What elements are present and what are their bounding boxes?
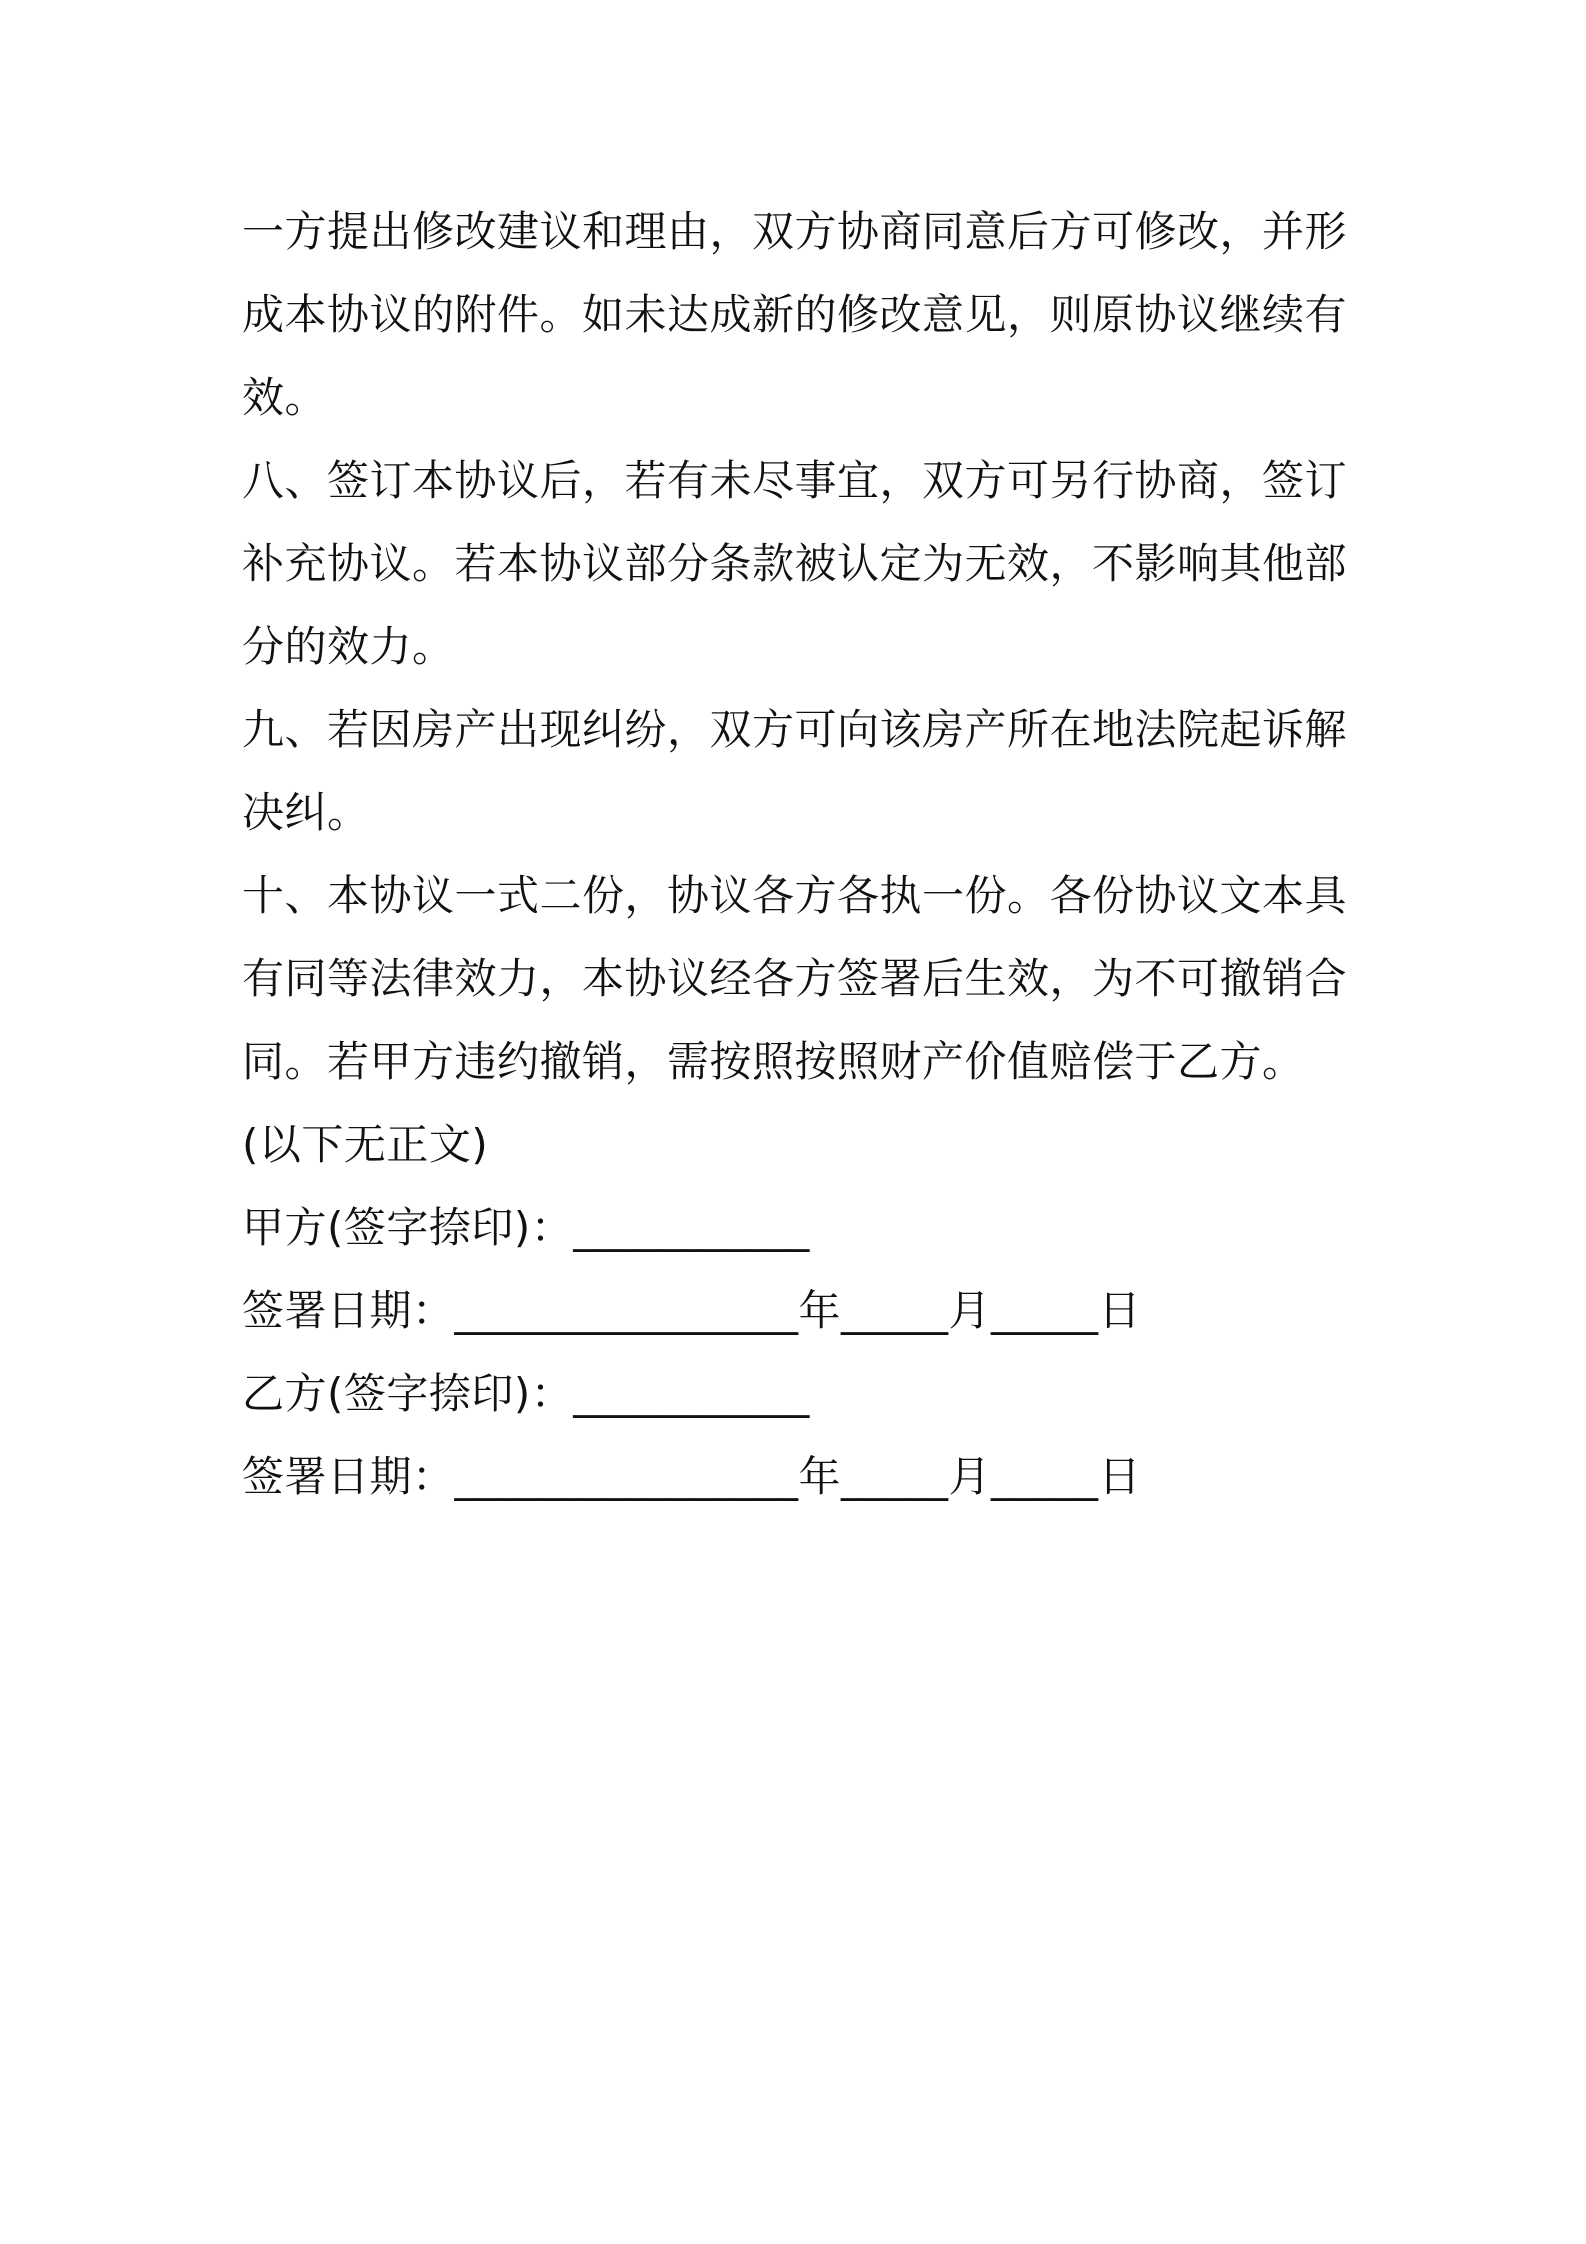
party-b-signature-line: 乙方(签字捺印)：___________	[242, 1369, 810, 1418]
no-further-text-note: (以下无正文)	[242, 1120, 489, 1169]
paragraph-line: 决纠。	[242, 788, 370, 837]
paragraph-line: 九、若因房产出现纠纷，双方可向该房产所在地法院起诉解	[242, 705, 1348, 754]
paragraph-line: 有同等法律效力，本协议经各方签署后生效，为不可撤销合	[242, 954, 1348, 1003]
paragraph-line: 成本协议的附件。如未达成新的修改意见，则原协议继续有	[242, 290, 1348, 339]
paragraph-line: 补充协议。若本协议部分条款被认定为无效，不影响其他部	[242, 539, 1348, 588]
paragraph-line: 八、签订本协议后，若有未尽事宜，双方可另行协商，签订	[242, 456, 1348, 505]
party-a-signature-line: 甲方(签字捺印)：___________	[242, 1203, 810, 1252]
paragraph-line: 十、本协议一式二份，协议各方各执一份。各份协议文本具	[242, 871, 1348, 920]
paragraph-line: 一方提出修改建议和理由，双方协商同意后方可修改，并形	[242, 207, 1348, 256]
paragraph-line: 效。	[242, 373, 328, 422]
paragraph-line: 分的效力。	[242, 622, 455, 671]
party-b-sign-date-line: 签署日期：________________年_____月_____日	[242, 1452, 1142, 1501]
party-a-sign-date-line: 签署日期：________________年_____月_____日	[242, 1286, 1142, 1335]
agreement-text	[242, 190, 1362, 1518]
paragraph-line: 同。若甲方违约撤销，需按照按照财产价值赔偿于乙方。	[242, 1037, 1305, 1086]
